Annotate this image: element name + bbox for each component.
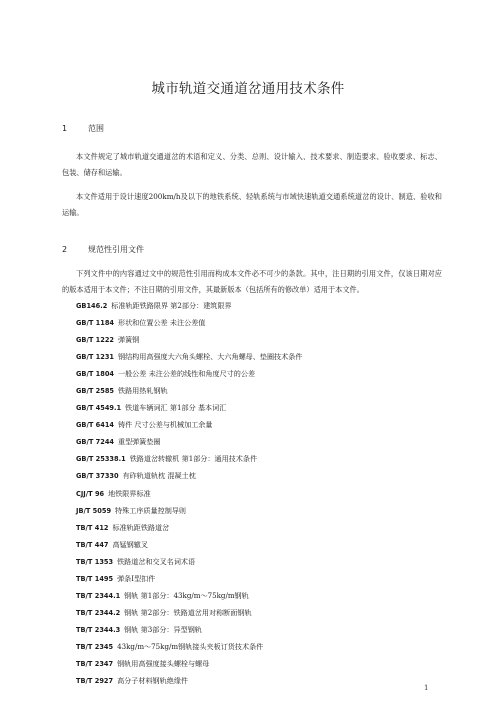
page-number: 1 (424, 684, 429, 692)
reference-item (76, 502, 446, 519)
reference-item (76, 331, 446, 348)
reference-code: GB/T 1231 (76, 353, 114, 362)
scope-applicability-paragraph: 本文件适用于设计速度200km/h及以下的地铁系统、轻轨系统与市域快速轨道交通系统道岔的设计、制造、验收和运输。 (62, 192, 442, 217)
reference-title: 铁路道岔和交叉名词术语 (117, 556, 196, 566)
reference-item (76, 467, 446, 484)
reference-code: TB/T 1353 (76, 557, 114, 566)
reference-title: 铁道车辆词汇 第1部分 基本词汇 (125, 403, 227, 413)
reference-title: 钢轨 第2部分：铁路道岔用对称断面钢轨 (124, 607, 252, 617)
reference-title: 特殊工序质量控制导则 (115, 505, 186, 515)
document-title: 城市轨道交通道岔通用技术条件 (151, 81, 345, 97)
reference-code: GB/T 1804 (76, 370, 114, 379)
reference-title: 标准轨距铁路限界 第2部分：建筑限界 (111, 301, 232, 310)
reference-code: TB/T 412 (76, 523, 109, 532)
reference-title: 高分子材料钢轨绝缘件 (117, 676, 189, 686)
section-title: 规范性引用文件 (88, 245, 144, 254)
reference-item (76, 536, 446, 553)
reference-code: TB/T 447 (76, 540, 109, 549)
reference-code: GB/T 1222 (76, 336, 114, 345)
reference-title: 弹簧钢 (118, 335, 140, 345)
reference-item (76, 604, 446, 621)
reference-title: 地铁限界标准 (108, 488, 151, 498)
reference-item (76, 485, 446, 502)
reference-item (76, 314, 446, 331)
reference-code: GB/T 4549.1 (76, 404, 122, 413)
reference-item (76, 382, 446, 399)
reference-item (76, 672, 446, 689)
reference-item (76, 519, 446, 536)
reference-title: 有砟轨道轨枕 混凝土枕 (122, 471, 196, 481)
reference-code: GB/T 37330 (76, 472, 119, 481)
reference-code: GB/T 25338.1 (76, 455, 126, 464)
reference-title: 43kg/m～75kg/m钢轨接头夹板订货技术条件 (117, 641, 264, 651)
reference-item (76, 348, 446, 365)
reference-code: TB/T 1495 (76, 574, 114, 583)
reference-title: 弹条Ⅰ型扣件 (117, 573, 156, 583)
reference-code: GB/T 7244 (76, 438, 114, 447)
reference-item (76, 399, 446, 416)
reference-title: 钢轨 第3部分：异型钢轨 (124, 624, 202, 634)
reference-code: GB146.2 (76, 302, 108, 310)
section-heading-scope (62, 123, 104, 134)
reference-title: 铁路道岔转辙机 第1部分：通用技术条件 (129, 454, 258, 464)
reference-item (76, 553, 446, 570)
reference-title: 标准轨距铁路道岔 (112, 522, 170, 532)
reference-item (76, 433, 446, 450)
reference-item (76, 450, 446, 467)
reference-title: 重型弹簧垫圈 (118, 437, 161, 447)
reference-code: TB/T 2347 (76, 659, 114, 668)
section-heading-normative-references (62, 244, 144, 255)
reference-item (76, 587, 446, 604)
reference-title: 铸件 尺寸公差与机械加工余量 (118, 420, 213, 430)
reference-code: CJJ/T 96 (76, 489, 105, 498)
reference-item (76, 655, 446, 672)
reference-code: TB/T 2345 (76, 642, 114, 651)
reference-title: 高锰钢辙叉 (112, 539, 148, 549)
reference-title: 一般公差 未注公差的线性和角度尺寸的公差 (118, 369, 256, 379)
reference-title: 铁路用热轧钢轨 (118, 386, 168, 396)
reference-code: TB/T 2344.3 (76, 625, 121, 634)
reference-item (76, 297, 446, 314)
reference-code: TB/T 2344.2 (76, 608, 121, 617)
reference-item (76, 570, 446, 587)
section-title: 范围 (88, 124, 104, 133)
reference-code: TB/T 2344.1 (76, 591, 121, 600)
reference-item (76, 621, 446, 638)
reference-code: TB/T 2927 (76, 677, 114, 686)
reference-title: 钢轨 第1部分：43kg/m～75kg/m钢轨 (124, 590, 249, 600)
reference-code: GB/T 1184 (76, 319, 114, 328)
reference-item (76, 638, 446, 655)
references-intro-paragraph: 下列文件中的内容通过文中的规范性引用而构成本文件必不可少的条款。其中，注日期的引用文件，仅该日期对应的版本适用于本文件；不注日期的引用文件，其最新版本（包括所有的修改单）适用于本文件。 (62, 269, 442, 294)
reference-code: JB/T 5059 (76, 506, 112, 515)
reference-item (76, 416, 446, 433)
reference-title: 形状和位置公差 未注公差值 (118, 318, 206, 328)
scope-paragraph: 本文件规定了城市轨道交通道岔的术语和定义、分类、总则、设计输入、技术要求、制造要求、验收要求、标志、包装、储存和运输。 (62, 152, 442, 177)
reference-title: 钢结构用高强度大六角头螺栓、大六角螺母、垫圈技术条件 (118, 352, 303, 362)
reference-title: 钢轨用高强度接头螺栓与螺母 (117, 658, 210, 668)
section-number: 2 (62, 245, 68, 254)
reference-list (76, 297, 446, 689)
reference-item (76, 365, 446, 382)
reference-code: GB/T 6414 (76, 421, 114, 430)
section-number: 1 (62, 124, 68, 133)
reference-code: GB/T 2585 (76, 387, 114, 396)
